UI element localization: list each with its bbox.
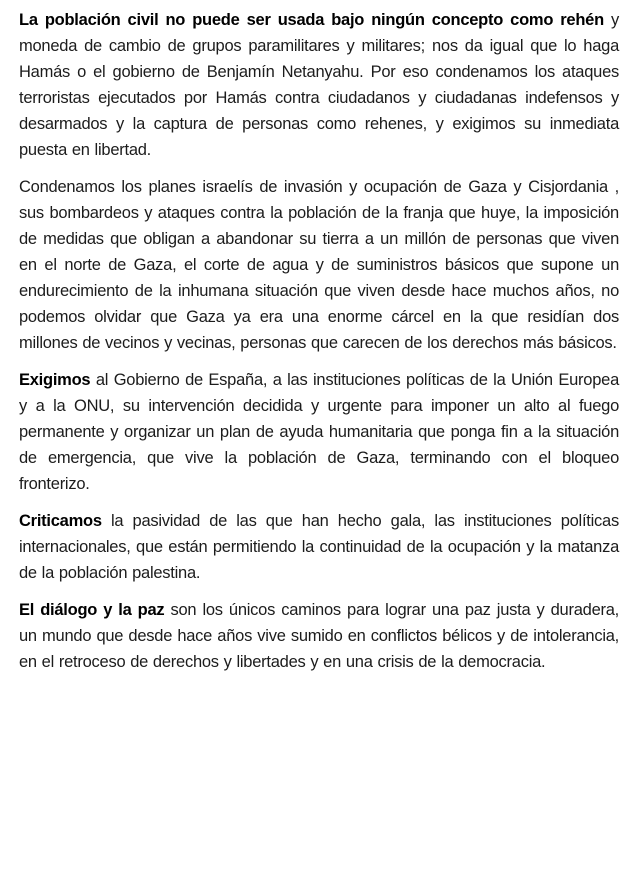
paragraph-demands [19,367,619,497]
paragraph-condemnation [19,174,619,356]
paragraph-dialogue-peace-text: son los únicos caminos para lograr una paz justa y duradera, un mundo que desde hace años vive sumido en conflictos bélicos y de intolerancia, en el retroceso de derechos y libertades y en una crisis de la democracia. [19,601,619,671]
paragraph-hostages [19,7,619,163]
paragraph-dialogue-peace-bold-lead: El diálogo y la paz [19,601,165,619]
paragraph-condemnation-text: Condenamos los planes israelís de invasión y ocupación de Gaza y Cisjordania , sus bombardeos y ataques contra la población de la franja que huye, la imposición de medidas que obligan a abandonar su tierra a un millón de personas que viven en el norte de Gaza, el corte de agua y de suministros básicos que supone un endurecimiento de la inhumana situación que viven desde hace muchos años, no podemos olvidar que Gaza ya era una enorme cárcel en la que residían dos millones de vecinos y vecinas, personas que carecen de los derechos más básicos. [19,178,619,352]
paragraph-criticism-bold-lead: Criticamos [19,512,102,530]
paragraph-demands-bold-lead: Exigimos [19,371,91,389]
paragraph-criticism-text: la pasividad de las que han hecho gala, las instituciones políticas internacionales, que están permitiendo la continuidad de la ocupación y la matanza de la población palestina. [19,512,619,582]
paragraph-demands-text: al Gobierno de España, a las instituciones políticas de la Unión Europea y a la ONU, su intervención decidida y urgente para imponer un alto al fuego permanente y organizar un plan de ayuda humanitaria que ponga fin a la situación de emergencia, que vive la población de Gaza, terminando con el bloqueo fronterizo. [19,371,619,493]
paragraph-dialogue-peace [19,597,619,675]
paragraph-hostages-bold-lead: La población civil no puede ser usada bajo ningún concepto como rehén [19,11,604,29]
paragraph-hostages-text: y moneda de cambio de grupos paramilitares y militares; nos da igual que lo haga Hamás o el gobierno de Benjamín Netanyahu. Por eso condenamos los ataques terroristas ejecutados por Hamás contra ciudadanos y ciudadanas indefensos y desarmados y la captura de personas como rehenes, y exigimos su inmediata puesta en libertad. [19,11,619,159]
paragraph-criticism [19,508,619,586]
